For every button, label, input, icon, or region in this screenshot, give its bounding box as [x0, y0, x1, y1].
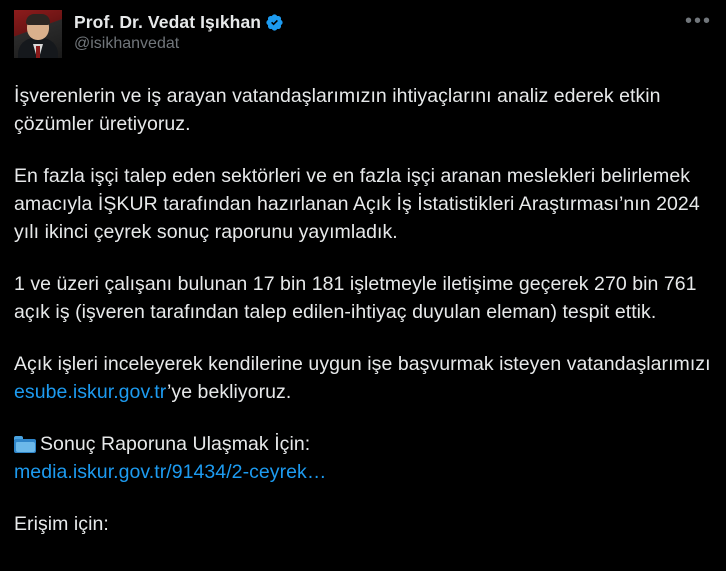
paragraph-text-after: ’ye bekliyoruz. [167, 381, 292, 403]
more-options-icon[interactable]: ••• [684, 10, 712, 32]
attachment-label: Sonuç Raporuna Ulaşmak İçin: [40, 433, 311, 455]
esube-link[interactable]: esube.iskur.gov.tr [14, 381, 168, 403]
display-name-row [74, 12, 284, 33]
author-display-name[interactable]: Prof. Dr. Vedat Işıkhan [74, 12, 262, 32]
avatar-hair [26, 14, 50, 25]
tweet-paragraph-with-link [14, 350, 712, 406]
attachment-block [14, 430, 712, 486]
clipped-text-line: Erişim için: [14, 513, 109, 535]
tweet-header [14, 10, 712, 66]
folder-icon [14, 436, 36, 453]
avatar[interactable] [14, 10, 62, 58]
paragraph-text-before: Açık işleri inceleyerek kendilerine uygun işe başvurmak isteyen vatandaşlarımızı [14, 353, 711, 375]
tweet-paragraph: İşverenlerin ve iş arayan vatandaşlarımızın ihtiyaçlarını analiz ederek etkin çözümler üretiyoruz. [14, 85, 661, 135]
tweet-paragraph: En fazla işçi talep eden sektörleri ve en fazla işçi aranan meslekleri belirlemek amacıyla İŞKUR tarafından hazırlanan Açık İş İstatistikleri Araştırması’nın 2024 yılı ikinci çeyrek sonuç raporunu yayımladık. [14, 165, 700, 243]
tweet-body [14, 82, 712, 535]
verified-badge-icon [265, 13, 284, 32]
report-link[interactable]: media.iskur.gov.tr/91434/2-ceyrek… [14, 461, 327, 483]
author-handle[interactable]: @isikhanvedat [74, 35, 180, 52]
tweet-paragraph: 1 ve üzeri çalışanı bulunan 17 bin 181 işletmeyle iletişime geçerek 270 bin 761 açık iş (işveren tarafından talep edilen-ihtiyaç duyulan eleman) tespit ettik. [14, 273, 697, 323]
avatar-tie [36, 46, 40, 58]
author-names [74, 10, 284, 53]
